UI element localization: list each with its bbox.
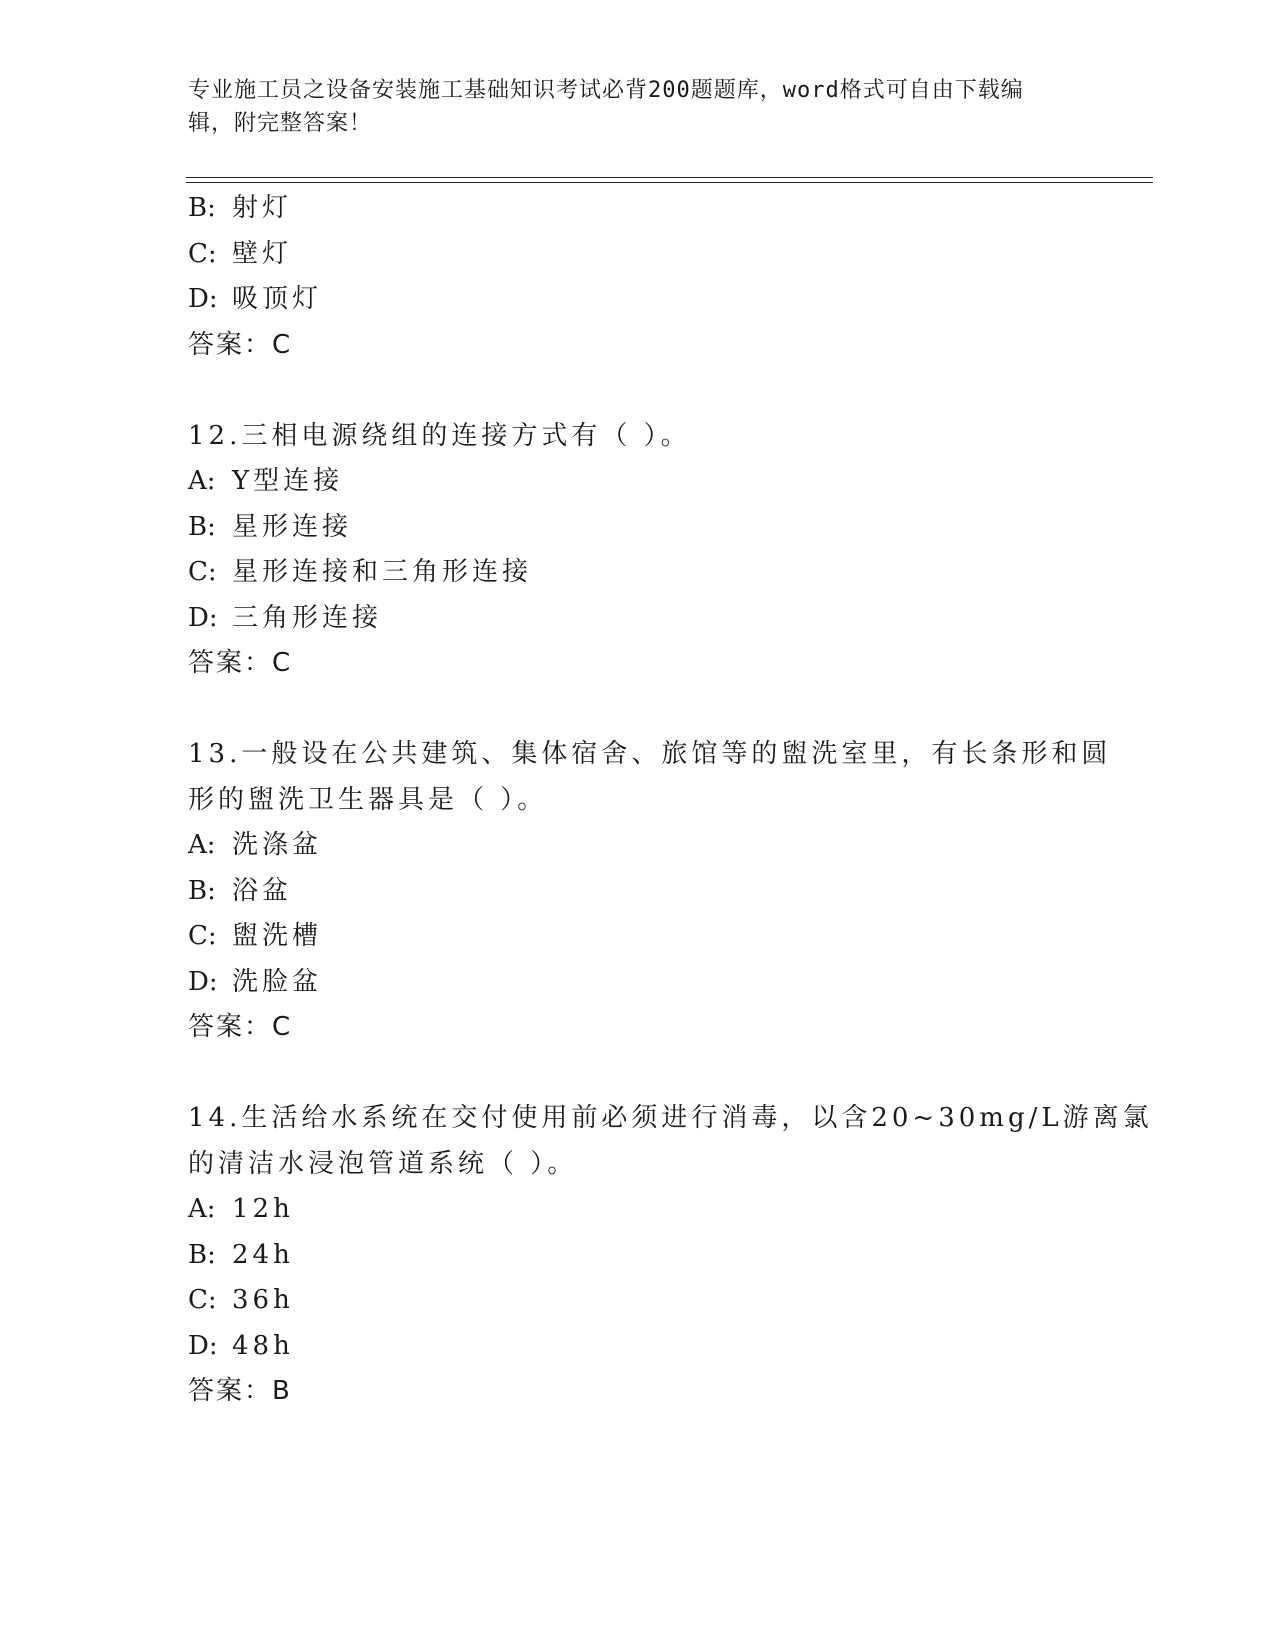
option-text: 星形连接 <box>232 511 353 542</box>
option-label: D: <box>188 602 218 633</box>
option-text: 星形连接和三角形连接 <box>232 557 533 587</box>
option-b <box>188 186 1088 232</box>
question-content <box>188 186 1153 1415</box>
option-d <box>188 960 1088 1006</box>
document-header: 专业施工员之设备安装施工基础知识考试必背200题题库，word格式可自由下载编辑，附完整答案！ <box>188 78 1024 136</box>
option-text: 12h <box>232 1194 294 1224</box>
option-label: B: <box>188 511 216 542</box>
option-label: C: <box>188 921 217 951</box>
option-text: 吸顶灯 <box>232 284 323 314</box>
spacer <box>188 1051 1088 1097</box>
spacer <box>188 368 1088 414</box>
option-label: C: <box>188 238 217 269</box>
question-11-partial <box>188 186 1088 368</box>
question-stem-line-2: 的清洁水浸泡管道系统（ ）。 <box>188 1148 578 1179</box>
question-12 <box>188 414 1088 687</box>
question-stem: 12.三相电源绕组的连接方式有（ ）。 <box>188 420 691 451</box>
option-text: 浴盆 <box>232 875 293 906</box>
option-label: B: <box>188 875 216 906</box>
option-d <box>188 277 1088 323</box>
option-text: 三角形连接 <box>232 602 383 633</box>
header-rule-bottom <box>186 182 1153 183</box>
option-b <box>188 869 1088 915</box>
question-stem-line-1: 13.一般设在公共建筑、集体宿舍、旅馆等的盥洗室里，有长条形和圆 <box>188 739 1112 769</box>
option-b <box>188 1233 1088 1279</box>
option-d <box>188 1324 1088 1370</box>
option-text: Y型连接 <box>232 466 344 496</box>
option-text: 盥洗槽 <box>232 921 323 951</box>
option-text: 壁灯 <box>232 238 293 269</box>
option-d <box>188 596 1088 642</box>
option-label: B: <box>188 1239 216 1270</box>
option-label: D: <box>188 284 218 314</box>
option-text: 36h <box>232 1285 294 1315</box>
option-a <box>188 1187 1088 1233</box>
option-label: D: <box>188 966 218 997</box>
option-label: C: <box>188 557 217 587</box>
answer-line: 答案：C <box>188 1012 293 1042</box>
option-label: A: <box>188 466 216 496</box>
option-label: B: <box>188 193 216 223</box>
option-c <box>188 550 1088 596</box>
spacer <box>188 687 1088 733</box>
option-b <box>188 505 1088 551</box>
question-13 <box>188 732 1112 1051</box>
option-text: 射灯 <box>232 193 293 223</box>
answer-line: 答案：C <box>188 648 293 678</box>
header-rule-top <box>186 177 1153 178</box>
question-14 <box>188 1096 1153 1415</box>
option-text: 24h <box>232 1239 294 1270</box>
answer-line: 答案：B <box>188 1376 292 1406</box>
question-stem-line-2: 形的盥洗卫生器具是（ ）。 <box>188 784 548 815</box>
option-c <box>188 232 1088 278</box>
option-c <box>188 1278 1088 1324</box>
option-label: C: <box>188 1285 217 1315</box>
question-stem-line-1: 14.生活给水系统在交付使用前必须进行消毒，以含20~30mg/L游离氯 <box>188 1103 1153 1133</box>
option-c <box>188 914 1088 960</box>
option-text: 洗涤盆 <box>232 830 323 860</box>
option-label: A: <box>188 1194 216 1224</box>
option-label: A: <box>188 830 216 860</box>
option-a <box>188 459 1088 505</box>
option-text: 洗脸盆 <box>232 966 323 997</box>
option-label: D: <box>188 1330 218 1361</box>
option-text: 48h <box>232 1330 294 1361</box>
answer-line: 答案：C <box>188 329 293 360</box>
option-a <box>188 823 1088 869</box>
